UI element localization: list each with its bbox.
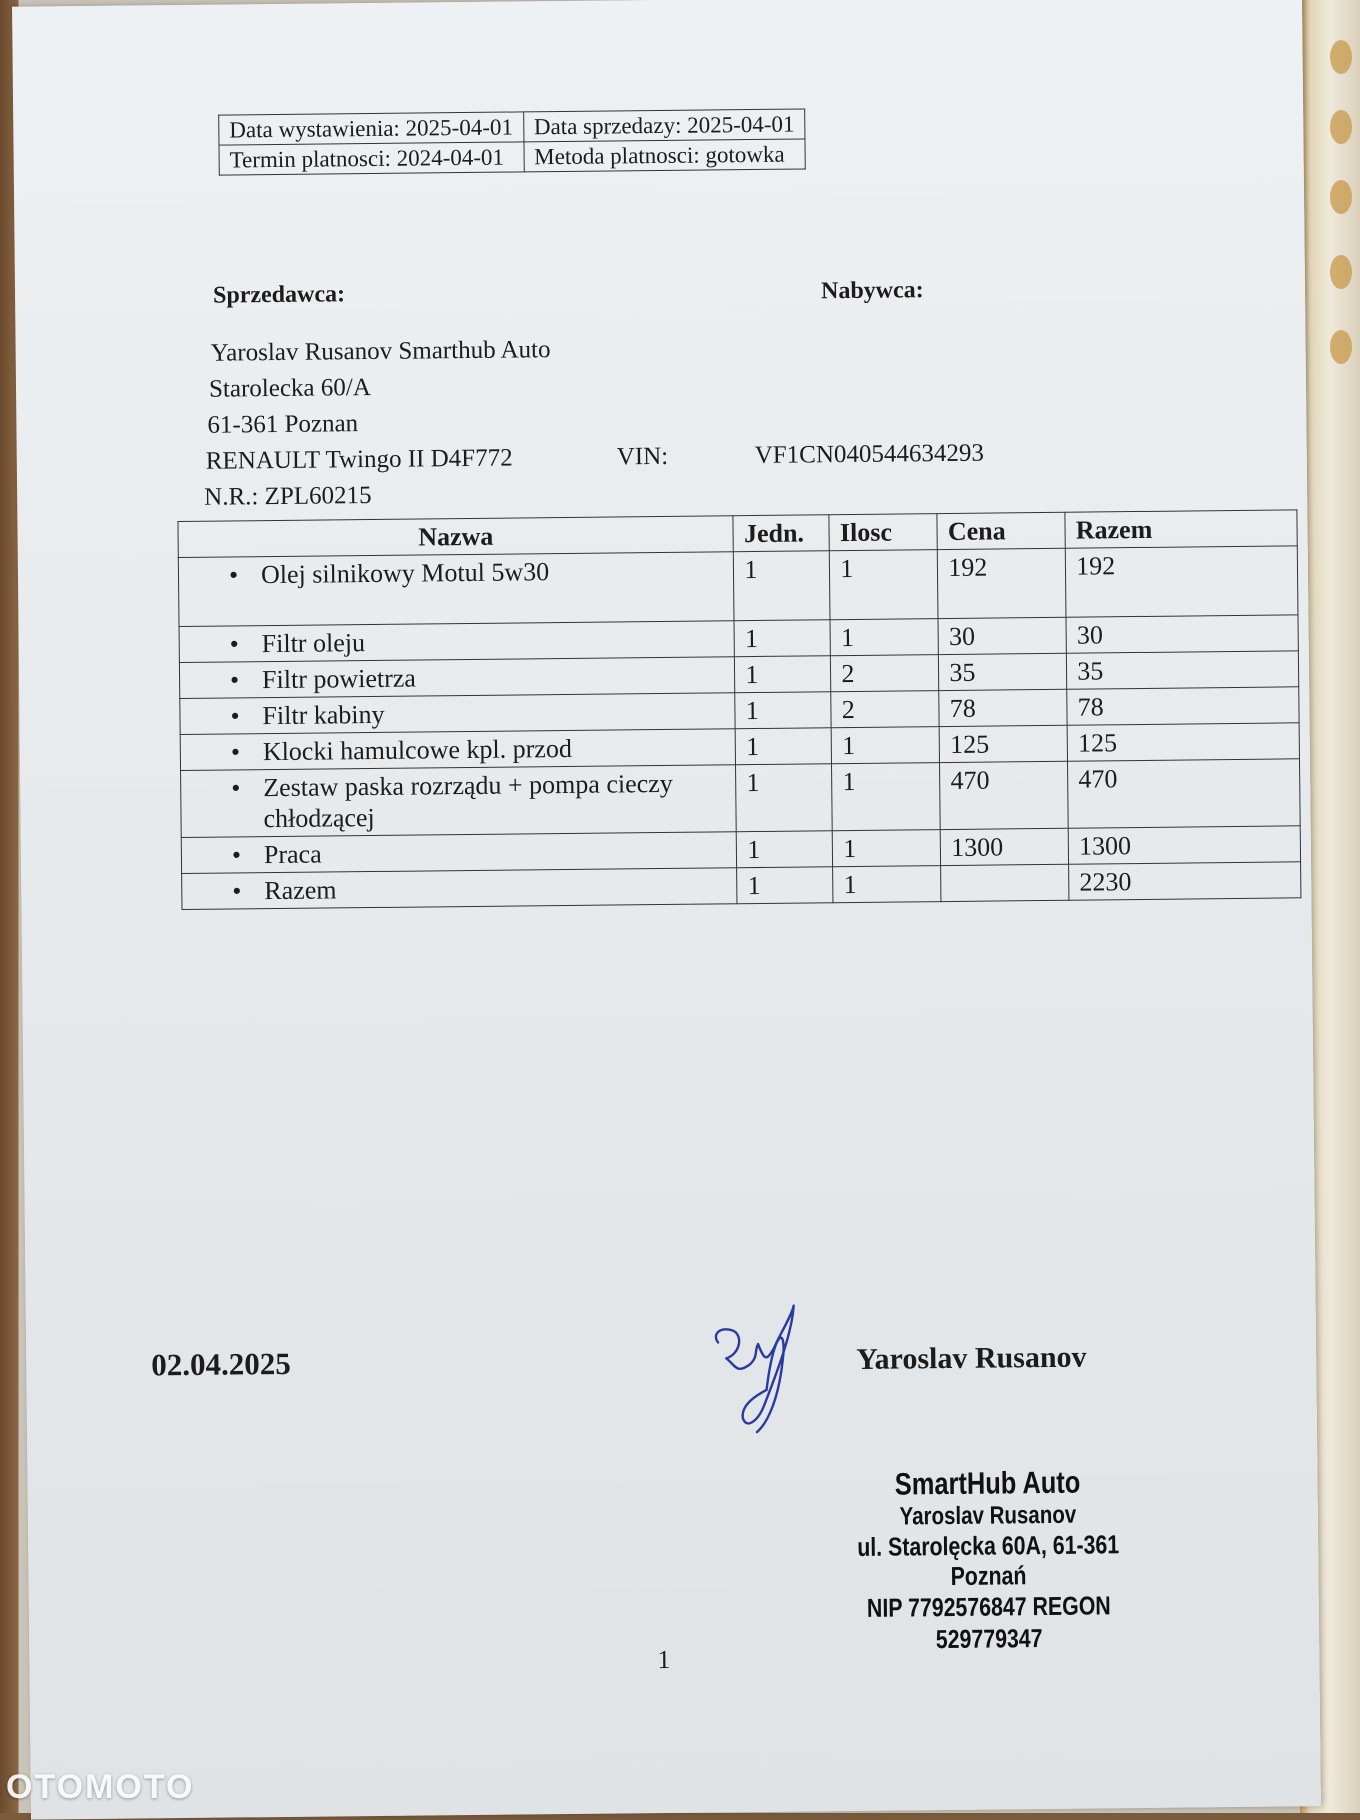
invoice-page — [12, 0, 1321, 1820]
item-quantity: 1 — [833, 866, 941, 903]
item-price: 125 — [939, 725, 1067, 762]
item-price: 30 — [938, 617, 1066, 654]
item-quantity: 2 — [831, 655, 939, 692]
vin-number: VF1CN040544634293 — [754, 439, 985, 470]
bullet-icon: • — [231, 840, 242, 870]
sleeve-hole — [1330, 40, 1352, 74]
item-unit: 1 — [736, 728, 832, 765]
vin-label: VIN: — [616, 442, 669, 471]
buyer-label: Nabywca: — [820, 277, 924, 305]
item-quantity: 1 — [832, 763, 941, 831]
item-price: 470 — [940, 761, 1069, 829]
item-price: 78 — [939, 689, 1067, 726]
sleeve-hole — [1330, 255, 1352, 289]
bullet-icon: • — [230, 737, 241, 767]
bullet-icon: • — [228, 560, 239, 590]
bullet-icon: • — [229, 629, 239, 659]
item-quantity: 1 — [830, 619, 938, 656]
signature-date: 02.04.2025 — [151, 1345, 291, 1383]
item-unit: 1 — [735, 656, 831, 693]
item-price — [941, 864, 1069, 901]
bullet-icon: • — [231, 773, 241, 803]
signer-name: Yaroslav Rusanov — [856, 1340, 1087, 1376]
seller-label: Sprzedawca: — [212, 281, 346, 309]
item-unit: 1 — [735, 692, 831, 729]
item-row — [178, 546, 1298, 627]
sleeve-hole — [1330, 180, 1352, 214]
item-total: 35 — [1067, 651, 1299, 689]
column-header-name: Nazwa — [178, 516, 734, 558]
page-number: 1 — [657, 1644, 671, 1675]
bullet-icon: • — [230, 701, 240, 731]
item-name: Zestaw paska rozrządu + pompa cieczy chłodzącej — [263, 768, 673, 834]
stamp-ids: NIP 7792576847 REGON 529779347 — [866, 1590, 1111, 1655]
invoice-dates-table — [218, 108, 806, 175]
grand-total: 2230 — [1069, 862, 1301, 900]
seller-city: 61-361 Poznan — [207, 410, 359, 439]
stamp-company: SmartHub Auto — [894, 1464, 1081, 1502]
item-name: Razem — [264, 875, 337, 906]
item-total: 125 — [1067, 723, 1299, 761]
vehicle-model: RENAULT Twingo II D4F772 — [205, 444, 513, 475]
sale-date: Data sprzedazy: 2025-04-01 — [523, 109, 805, 142]
item-name: Filtr powietrza — [261, 663, 417, 695]
item-unit: 1 — [737, 867, 833, 904]
sleeve-hole — [1330, 330, 1352, 364]
registration-number: N.R.: ZPL60215 — [204, 482, 372, 511]
payment-due: Termin platnosci: 2024-04-01 — [219, 142, 524, 175]
item-name: Filtr kabiny — [262, 699, 385, 731]
item-total: 30 — [1066, 615, 1298, 653]
company-stamp — [832, 1465, 1146, 1656]
seller-name: Yaroslav Rusanov Smarthub Auto — [210, 336, 551, 367]
item-unit: 1 — [734, 551, 831, 621]
payment-method: Metoda platnosci: gotowka — [524, 139, 806, 172]
items-table — [177, 509, 1301, 910]
column-header-quantity: Ilosc — [829, 514, 937, 551]
sleeve-hole — [1330, 110, 1352, 144]
item-quantity: 2 — [831, 691, 939, 728]
item-unit: 1 — [737, 831, 833, 868]
item-unit: 1 — [736, 764, 833, 832]
column-header-total: Razem — [1065, 510, 1297, 548]
item-row — [181, 759, 1301, 838]
item-total: 78 — [1067, 687, 1299, 725]
item-total: 1300 — [1068, 826, 1300, 864]
item-price: 192 — [938, 548, 1067, 618]
bullet-icon: • — [229, 665, 240, 695]
signature-icon — [706, 1303, 817, 1439]
column-header-price: Cena — [937, 512, 1065, 549]
item-unit: 1 — [734, 620, 830, 657]
item-quantity: 1 — [833, 830, 941, 867]
item-total: 192 — [1065, 546, 1298, 617]
item-name: Filtr oleju — [261, 628, 366, 659]
stamp-address: ul. Starolęcka 60A, 61-361 Poznań — [857, 1529, 1120, 1592]
item-name: Praca — [263, 839, 322, 870]
seller-street: Starolecka 60/A — [208, 374, 371, 403]
item-quantity: 1 — [831, 727, 939, 764]
column-header-unit: Jedn. — [733, 515, 829, 552]
issue-date: Data wystawienia: 2025-04-01 — [219, 112, 524, 145]
item-price: 35 — [939, 653, 1067, 690]
item-name: Klocki hamulcowe kpl. przod — [262, 733, 573, 767]
item-price: 1300 — [940, 828, 1068, 865]
item-total: 470 — [1068, 759, 1300, 828]
item-name: Olej silnikowy Motul 5w30 — [260, 557, 550, 590]
otomoto-watermark: OTOMOTO — [6, 1768, 195, 1806]
stamp-owner: Yaroslav Rusanov — [899, 1500, 1077, 1531]
bullet-icon: • — [232, 876, 242, 906]
item-quantity: 1 — [830, 550, 939, 620]
